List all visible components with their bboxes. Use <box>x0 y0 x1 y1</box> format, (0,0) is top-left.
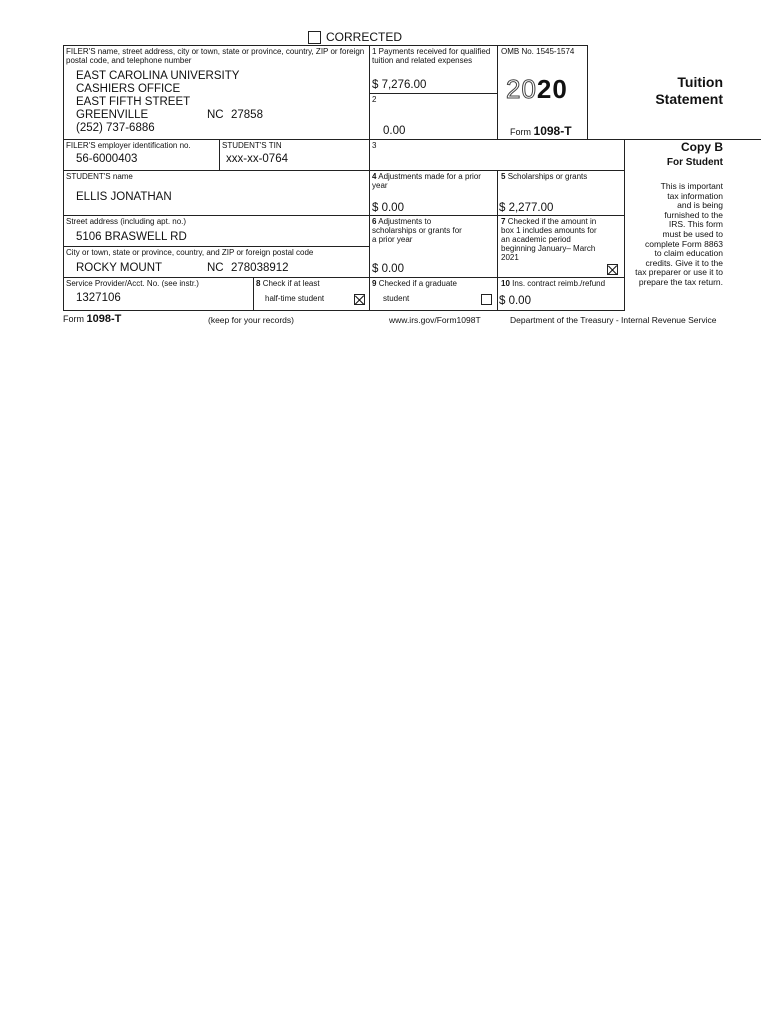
box7-text: Checked if the amount in box 1 includes amounts for an academic period beginning January– March 2021 <box>501 217 597 262</box>
student-name-value: ELLIS JONATHAN <box>76 191 172 203</box>
copy-notice-line: must be used to <box>662 228 723 239</box>
city-zip: 278038912 <box>231 262 289 274</box>
box5-value: $ 2,277.00 <box>499 202 554 214</box>
row-filer-bottom <box>63 139 761 140</box>
box8-num: 8 <box>256 279 261 288</box>
street-value: 5106 BRASWELL RD <box>76 231 187 243</box>
title-line2: Statement <box>655 91 723 107</box>
copy-notice-line: tax information <box>667 190 723 201</box>
form-top-border <box>63 45 587 46</box>
title-line1: Tuition <box>677 74 723 90</box>
copy-notice <box>603 182 723 288</box>
col-divider-tin <box>219 139 220 170</box>
form-name: 1098-T <box>533 124 572 138</box>
box3-label: 3 <box>372 141 377 150</box>
filer-ein-label: FILER'S employer identification no. <box>66 141 191 150</box>
row-box1-bottom <box>369 93 497 94</box>
box10-text: Ins. contract reimb./refund <box>512 279 606 288</box>
col-divider-box45 <box>497 170 498 311</box>
filer-name: EAST CAROLINA UNIVERSITY <box>76 70 240 82</box>
box8-label-a <box>256 279 320 288</box>
copy-notice-line: and is being <box>677 200 723 211</box>
box6-label <box>372 217 467 244</box>
box7-label <box>501 217 601 262</box>
box4-value: $ 0.00 <box>372 202 404 214</box>
corrected-checkbox[interactable] <box>308 31 321 44</box>
copy-notice-line: tax preparer or use it to <box>635 267 723 278</box>
copy-notice-line: This is important <box>660 181 723 191</box>
box4-num: 4 <box>372 172 377 181</box>
footer-form <box>63 313 121 325</box>
city-value: ROCKY MOUNT <box>76 262 163 274</box>
corrected-label: CORRECTED <box>326 30 403 44</box>
box5-text: Scholarships or grants <box>507 172 588 181</box>
col-divider-box8 <box>253 277 254 311</box>
student-tin-value: xxx-xx-0764 <box>226 153 288 165</box>
student-tin-label: STUDENT'S TIN <box>222 141 282 150</box>
filer-street: EAST FIFTH STREET <box>76 96 191 108</box>
copy-title: Copy B <box>681 140 723 154</box>
city-state: NC <box>207 262 224 274</box>
box6-text: Adjustments to scholarships or grants for a prior year <box>372 217 462 244</box>
box9-label-b: student <box>383 294 410 303</box>
box8-label-b: half-time student <box>265 294 325 303</box>
row-name-bottom <box>63 215 624 216</box>
form-bottom-border <box>63 310 625 311</box>
tax-year-outline: 20 <box>506 74 537 104</box>
street-label: Street address (including apt. no.) <box>66 217 187 226</box>
col-divider-omb-right <box>587 45 588 140</box>
tax-year-bold: 20 <box>536 74 568 104</box>
box1-label: 1 Payments received for qualified tuition and related expenses <box>372 47 491 65</box>
box1-value: $ 7,276.00 <box>372 79 427 91</box>
copy-notice-line: credits. Give it to the <box>645 257 723 268</box>
box9-checkbox[interactable] <box>481 294 492 305</box>
box10-label <box>501 279 605 288</box>
copy-notice-line: IRS. This form <box>668 219 723 230</box>
footer-dept: Department of the Treasury - Internal Revenue Service <box>510 315 717 325</box>
box8-text: Check if at least <box>262 279 320 288</box>
copy-subtitle: For Student <box>666 157 723 168</box>
col-divider-main <box>369 45 370 311</box>
filer-ein-value: 56-6000403 <box>76 153 138 165</box>
copy-notice-line: furnished to the <box>664 209 723 220</box>
form-id <box>510 124 572 138</box>
city-label: City or town, state or province, country, and ZIP or foreign postal code <box>66 248 314 257</box>
footer-keep: (keep for your records) <box>208 315 294 325</box>
col-divider-omb <box>497 45 498 140</box>
student-name-label: STUDENT'S name <box>66 172 133 181</box>
box6-num: 6 <box>372 217 377 226</box>
copy-notice-line: complete Form 8863 <box>645 238 723 249</box>
row-tin-bottom <box>63 170 624 171</box>
tax-year <box>506 74 568 104</box>
box4-label <box>372 172 482 190</box>
service-label: Service Provider/Acct. No. (see instr.) <box>66 279 199 288</box>
copy-notice-line: to claim education <box>654 248 723 259</box>
form-left-border <box>63 45 64 311</box>
box10-num: 10 <box>501 279 510 288</box>
box7-num: 7 <box>501 217 506 226</box>
filer-label: FILER'S name, street address, city or town, state or province, country, ZIP or foreign postal code, and telephone number <box>66 47 365 65</box>
row-street-bottom <box>63 246 369 247</box>
form-prefix: Form <box>510 127 531 137</box>
footer-form-name: 1098-T <box>86 313 122 325</box>
service-value: 1327106 <box>76 292 121 304</box>
box8-checkbox[interactable] <box>354 294 365 305</box>
filer-zip: 27858 <box>231 109 263 121</box>
box2-value: 0.00 <box>383 125 406 137</box>
filer-phone: (252) 737-6886 <box>76 122 155 134</box>
filer-office: CASHIERS OFFICE <box>76 83 181 95</box>
box7-checkbox[interactable] <box>607 264 618 275</box>
box9-text: Checked if a graduate <box>378 279 457 288</box>
box4-text: Adjustments made for a prior year <box>372 172 481 190</box>
box9-label-a <box>372 279 457 288</box>
filer-city: GREENVILLE <box>76 109 149 121</box>
box10-value: $ 0.00 <box>499 295 531 307</box>
footer-url: www.irs.gov/Form1098T <box>389 315 481 325</box>
box9-num: 9 <box>372 279 377 288</box>
box2-label: 2 <box>372 95 377 104</box>
row-city-bottom <box>63 277 624 278</box>
copy-notice-line: prepare the tax return. <box>638 276 723 287</box>
box5-label <box>501 172 619 181</box>
omb-number: OMB No. 1545-1574 <box>501 47 575 56</box>
filer-state: NC <box>207 109 224 121</box>
box6-value: $ 0.00 <box>372 263 404 275</box>
box5-num: 5 <box>501 172 506 181</box>
footer-form-prefix: Form <box>63 314 84 324</box>
